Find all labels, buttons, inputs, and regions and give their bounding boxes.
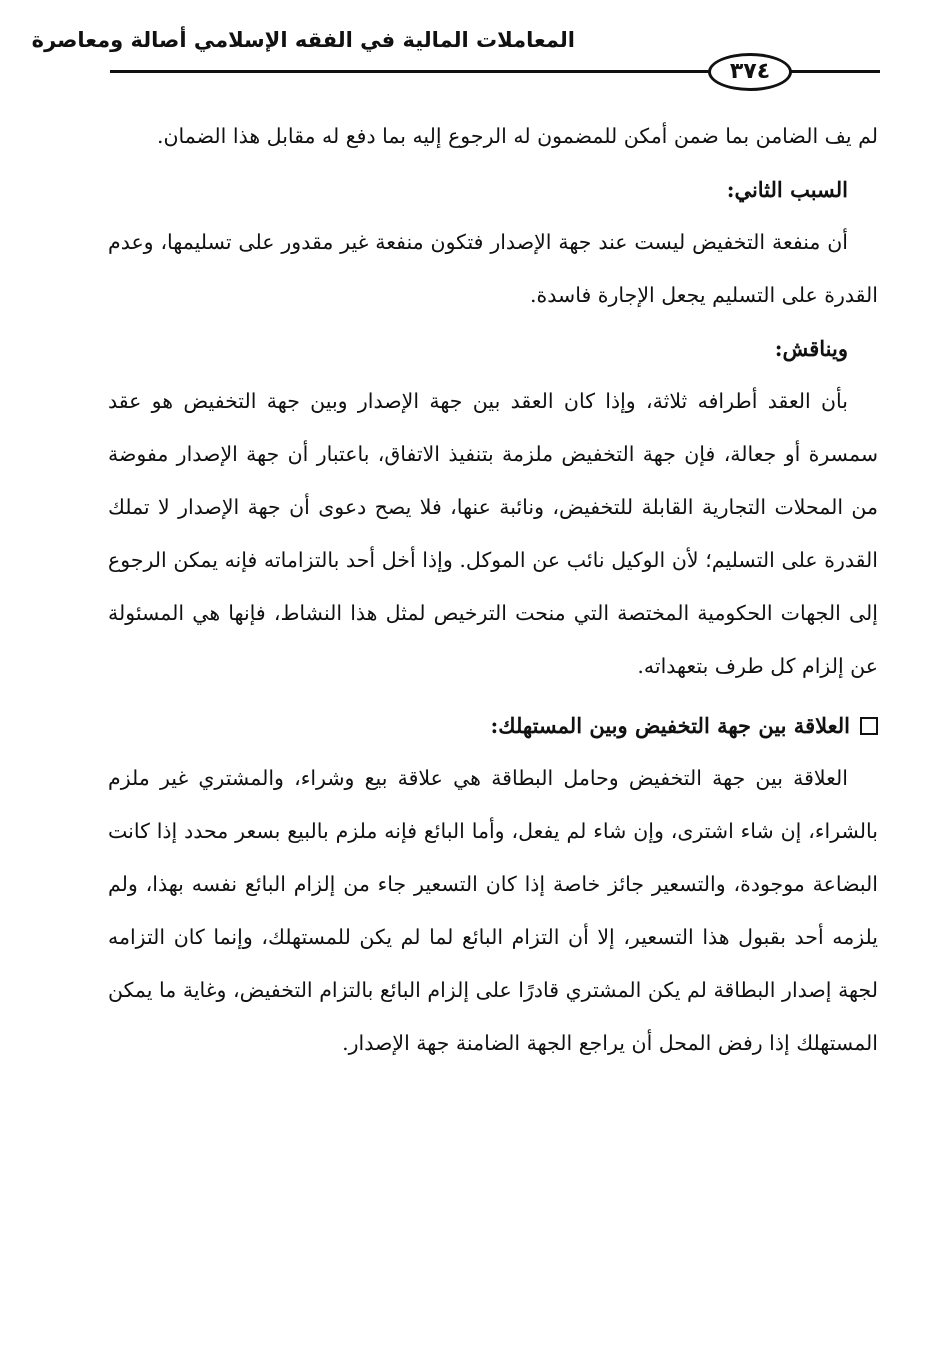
paragraph-discussion: بأن العقد أطرافه ثلاثة، وإذا كان العقد بين جهة الإصدار وبين جهة التخفيض هو عقد سمسرة أو جعالة، فإن جهة التخفيض ملزمة بتنفيذ الاتفاق، باعتبار أن جهة الإصدار مفوضة من المحلات التجارية القابلة للتخفيض، ونائبة عنها، فلا يصح دعوى أن جهة الإصدار لا تملك القدرة على التسليم؛ لأن الوكيل نائب عن الموكل. وإذا أخل أحد بالتزاماته فإنه يمكن الرجوع إلى الجهات الحكومية المختصة التي منحت الترخيص لمثل هذا النشاط، فإنها هي المسئولة عن إلزام كل طرف بتعهداته. — [108, 389, 878, 678]
paragraph-relationship: العلاقة بين جهة التخفيض وحامل البطاقة هي علاقة بيع وشراء، والمشتري غير ملزم بالشراء، إن شاء اشترى، وإن شاء لم يفعل، وأما البائع فإنه ملزم بالبيع بسعر محدد إذا كانت البضاعة موجودة، والتسعير جائز خاصة إذا كان التسعير جاء من إلزام البائع نفسه بهذا، ولم يلزمه أحد بقبول هذا التسعير، إلا أن التزام البائع لما لم يكن للمستهلك، وإنما كان التزامه لجهة إصدار البطاقة لم يكن المشتري قادرًا على إلزام البائع بالتزام التخفيض، وغاية ما يمكن المستهلك إذا رفض المحل أن يراجع الجهة الضامنة جهة الإصدار. — [108, 766, 878, 1055]
body-text — [108, 110, 878, 1070]
paragraph-continuation: لم يف الضامن بما ضمن أمكن للمضمون له الرجوع إليه بما دفع له مقابل هذا الضمان. — [156, 124, 878, 148]
heading-discussion: ويناقش: — [774, 336, 848, 361]
running-title: المعاملات المالية في الفقه الإسلامي أصالة ومعاصرة — [31, 28, 575, 52]
page-number: ٣٧٤ — [708, 53, 792, 91]
heading-second-reason: السبب الثاني: — [726, 177, 848, 202]
section-heading — [108, 699, 878, 752]
paragraph-second-reason: أن منفعة التخفيض ليست عند جهة الإصدار فتكون منفعة غير مقدور على تسليمها، وعدم القدرة على التسليم يجعل الإجارة فاسدة. — [108, 230, 878, 307]
square-bullet-icon — [860, 717, 878, 735]
section-heading-label: العلاقة بين جهة التخفيض وبين المستهلك: — [490, 713, 850, 738]
